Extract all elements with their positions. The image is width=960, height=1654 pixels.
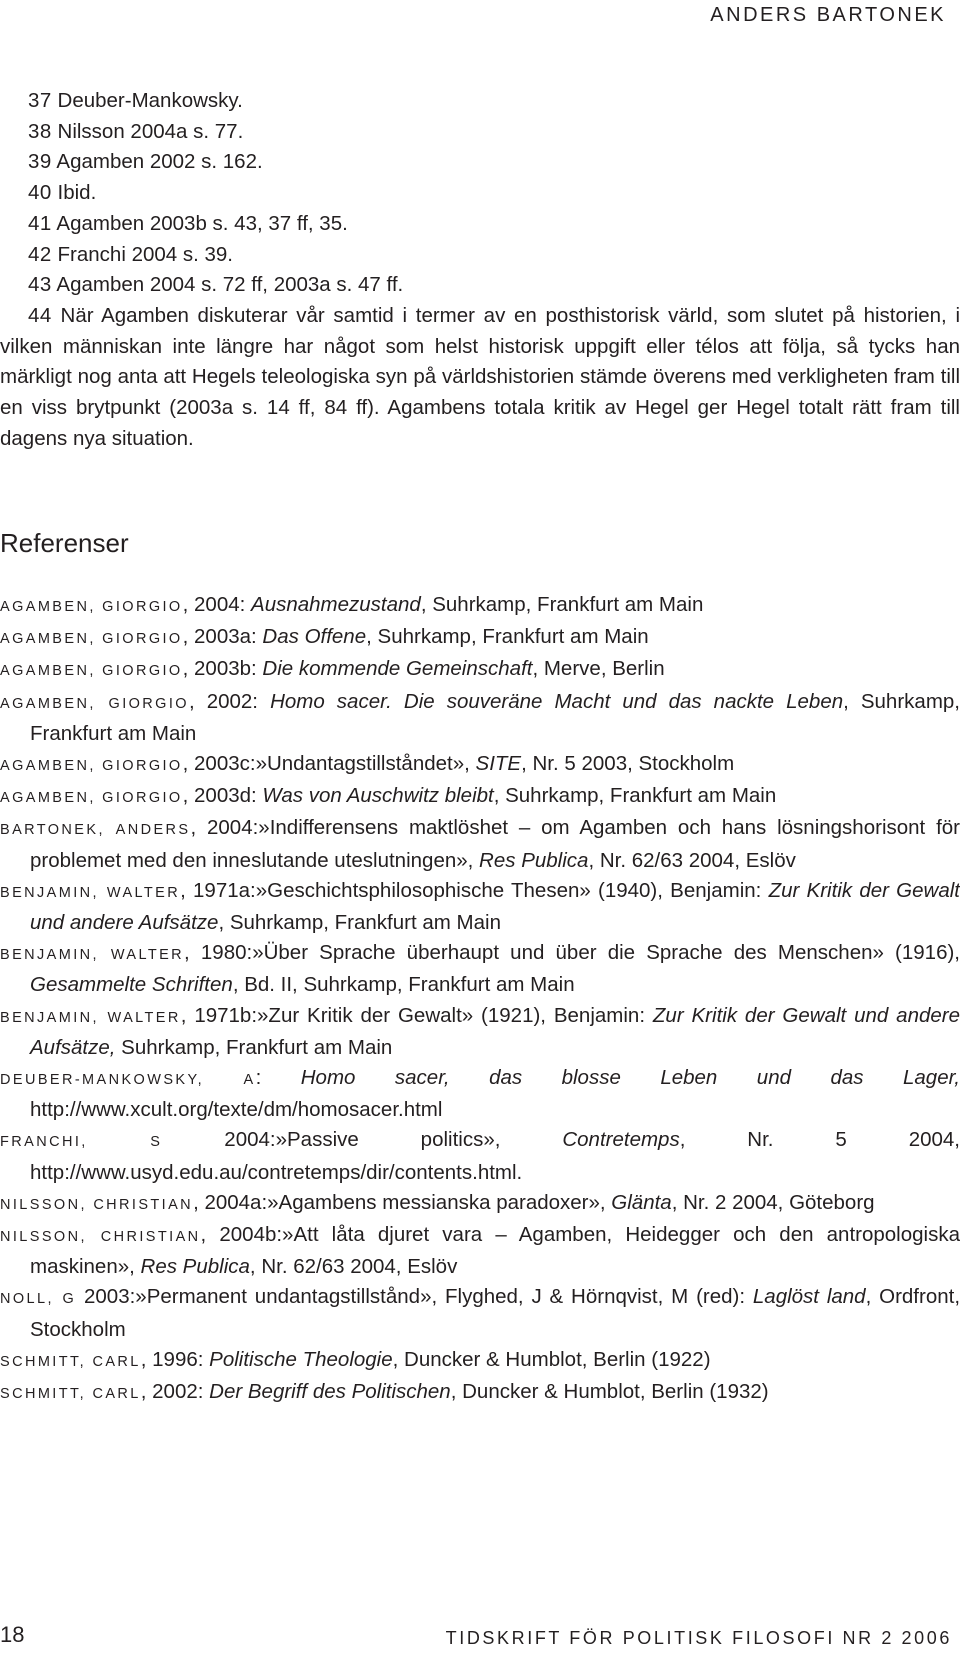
endnote-text: Agamben 2004 s. 72 ff, 2003a s. 47 ff. xyxy=(56,273,404,297)
endnote-long xyxy=(0,301,960,455)
reference-entry xyxy=(0,1001,960,1063)
reference-author: NILSSON, CHRISTIAN xyxy=(0,1229,201,1246)
reference-title: Contretemps xyxy=(562,1128,680,1152)
reference-title: SITE xyxy=(475,752,522,776)
endnote xyxy=(0,147,960,178)
endnote-number: 43 xyxy=(28,273,52,297)
reference-text: : xyxy=(255,1066,301,1090)
reference-publication: , Duncker & Humblot, Berlin (1922) xyxy=(392,1347,711,1371)
endnote-number: 39 xyxy=(28,150,52,174)
journal-footer: TIDSKRIFT FÖR POLITISK FILOSOFI NR 2 2006 xyxy=(445,1628,952,1648)
reference-author: BARTONEK, ANDERS xyxy=(0,822,191,839)
reference-text: , 1996: xyxy=(140,1347,210,1371)
reference-text: , 2002: xyxy=(188,689,271,713)
endnote-number: 42 xyxy=(28,242,52,266)
reference-title: Glänta xyxy=(611,1190,672,1214)
endnote-text: Ibid. xyxy=(57,181,97,205)
endnote xyxy=(0,240,960,271)
reference-text: , 2004b:»Att låta djuret vara – Agamben, Heidegger och den antropologiska maskinen», xyxy=(30,1223,960,1279)
endnote-text: Agamben 2002 s. 162. xyxy=(56,150,263,174)
page-number: 18 xyxy=(0,1622,25,1647)
endnote-number: 40 xyxy=(28,181,52,205)
reference-title: Homo sacer, das blosse Leben und das Lager, xyxy=(300,1066,960,1090)
reference-title: Res Publica xyxy=(140,1255,250,1279)
reference-entry xyxy=(0,590,960,622)
reference-author: SCHMITT, CARL xyxy=(0,1386,141,1403)
reference-text: , 2003d: xyxy=(182,784,263,808)
reference-publication: http://www.xcult.org/texte/dm/homosacer.html xyxy=(30,1098,443,1122)
reference-text: , 2004a:»Agambens messianska paradoxer», xyxy=(193,1190,612,1214)
reference-publication: , Suhrkamp, Frankfurt am Main xyxy=(366,625,649,649)
running-head: ANDERS BARTONEK xyxy=(710,4,946,26)
reference-text: , 1971a:»Geschichtsphilosophische Thesen» (1940), Benjamin: xyxy=(180,878,769,902)
endnote xyxy=(0,209,960,240)
reference-publication: , Suhrkamp, Frankfurt am Main xyxy=(420,593,704,616)
reference-entry xyxy=(0,654,960,686)
endnote-number: 38 xyxy=(28,119,52,143)
reference-title: Laglöst land xyxy=(752,1285,866,1309)
reference-text: , 2003c:»Undantagstillståndet», xyxy=(182,752,476,776)
reference-entry xyxy=(0,813,960,875)
reference-author: AGAMBEN, GIORGIO xyxy=(0,790,183,807)
reference-list xyxy=(0,590,960,1409)
reference-publication: , Suhrkamp, Frankfurt am Main xyxy=(218,911,501,935)
reference-text: , 2004:»Indifferensens maktlöshet – om Agamben och hans lösningshorisont för problemet med den inneslutande uteslutningen», xyxy=(30,816,960,872)
endnote-text: Agamben 2003b s. 43, 37 ff, 35. xyxy=(56,211,348,235)
reference-author: AGAMBEN, GIORGIO xyxy=(0,599,183,615)
reference-text: , 2003b: xyxy=(182,657,263,681)
endnote-text: Franchi 2004 s. 39. xyxy=(57,242,234,266)
reference-author: FRANCHI, S xyxy=(0,1134,163,1151)
reference-entry xyxy=(0,687,960,749)
reference-publication: , Suhrkamp, Frankfurt am Main xyxy=(493,784,777,808)
reference-text: , 2004: xyxy=(182,593,252,616)
reference-text: 2003:»Permanent undantagstillstånd», Flyghed, J & Hörnqvist, M (red): xyxy=(76,1285,753,1309)
reference-author: AGAMBEN, GIORGIO xyxy=(0,758,183,775)
endnote xyxy=(0,178,960,209)
reference-author: SCHMITT, CARL xyxy=(0,1353,141,1370)
reference-entry xyxy=(0,1377,960,1409)
reference-author: BENJAMIN, WALTER xyxy=(0,1009,181,1026)
reference-entry xyxy=(0,1220,960,1282)
reference-entry xyxy=(0,1188,960,1220)
reference-title: Gesammelte Schriften xyxy=(30,973,233,997)
endnote-text: Deuber-Mankowsky. xyxy=(57,89,243,112)
endnote-text: Nilsson 2004a s. 77. xyxy=(57,119,244,143)
reference-title: Homo sacer. Die souveräne Macht und das nackte Leben xyxy=(270,689,844,713)
reference-text: , 2003a: xyxy=(182,625,263,649)
reference-publication: , Nr. 2 2004, Göteborg xyxy=(671,1190,875,1214)
endnote-number: 41 xyxy=(28,211,52,235)
reference-text: , 1971b:»Zur Kritik der Gewalt» (1921), Benjamin: xyxy=(180,1003,653,1027)
reference-publication: , Nr. 5 2004, http://www.usyd.edu.au/contretemps/dir/contents.html. xyxy=(30,1128,960,1184)
reference-publication: , Nr. 62/63 2004, Eslöv xyxy=(249,1255,458,1279)
reference-title: Politische Theologie xyxy=(209,1347,393,1371)
reference-text: , 2002: xyxy=(140,1380,210,1404)
endnote-number: 37 xyxy=(28,89,52,112)
reference-entry xyxy=(0,749,960,781)
endnote xyxy=(0,86,960,117)
reference-publication: Suhrkamp, Frankfurt am Main xyxy=(115,1035,393,1059)
reference-entry xyxy=(0,1345,960,1377)
endnote-number: 44 xyxy=(28,303,52,327)
reference-entry xyxy=(0,1063,960,1125)
reference-publication: , Ordfront, Stockholm xyxy=(30,1285,960,1341)
reference-publication: , Duncker & Humblot, Berlin (1932) xyxy=(450,1380,769,1404)
reference-author: AGAMBEN, GIORGIO xyxy=(0,695,189,712)
reference-author: NILSSON, CHRISTIAN xyxy=(0,1196,194,1213)
section-heading: Referenser xyxy=(0,528,129,558)
reference-author: BENJAMIN, WALTER xyxy=(0,947,185,964)
endnote xyxy=(0,270,960,301)
reference-entry xyxy=(0,938,960,1000)
reference-title: Was von Auschwitz bleibt xyxy=(262,784,494,808)
reference-title: Res Publica xyxy=(479,848,589,872)
reference-entry xyxy=(0,1282,960,1344)
reference-title: Zur Kritik der Gewalt und andere Aufsätze, xyxy=(30,1003,960,1059)
endnotes-list xyxy=(0,86,960,454)
endnote xyxy=(0,117,960,148)
reference-text: , 1980:»Über Sprache überhaupt und über die Sprache des Menschen» (1916), xyxy=(184,941,960,965)
reference-author: AGAMBEN, GIORGIO xyxy=(0,631,183,648)
reference-text: 2004:»Passive politics», xyxy=(162,1128,563,1152)
reference-entry xyxy=(0,1125,960,1187)
reference-entry xyxy=(0,876,960,938)
reference-publication: , Suhrkamp, Frankfurt am Main xyxy=(30,689,960,745)
reference-author: BENJAMIN, WALTER xyxy=(0,884,181,901)
reference-publication: , Bd. II, Suhrkamp, Frankfurt am Main xyxy=(232,973,575,997)
endnote-text: När Agamben diskuterar vår samtid i termer av en posthistorisk värld, som slutet på historien, i vilken människan inte längre har något som helst historisk uppgift eller télos att följa, så tycks han märkligt nog anta att Hegels teleologiska syn på världshistorien stämde överens med verkligheten fram till en viss brytpunkt (2003a s. 14 ff, 84 ff). Agambens totala kritik av Hegel ger Hegel totalt rätt fram till dagens nya situation. xyxy=(0,303,960,450)
reference-title: Der Begriff des Politischen xyxy=(209,1380,451,1404)
reference-publication: , Merve, Berlin xyxy=(532,657,665,681)
reference-publication: , Nr. 5 2003, Stockholm xyxy=(521,752,735,776)
reference-author: DEUBER-MANKOWSKY, A xyxy=(0,1072,256,1089)
reference-author: AGAMBEN, GIORGIO xyxy=(0,663,183,680)
reference-title: Das Offene xyxy=(262,625,367,649)
reference-title: Die kommende Gemeinschaft xyxy=(262,657,533,681)
reference-entry xyxy=(0,622,960,654)
reference-publication: , Nr. 62/63 2004, Eslöv xyxy=(588,848,796,872)
reference-title: Ausnahmezustand xyxy=(251,593,421,616)
reference-title: Zur Kritik der Gewalt und andere Aufsätze xyxy=(30,878,960,935)
reference-entry xyxy=(0,781,960,813)
reference-author: NOLL, G xyxy=(0,1291,77,1308)
